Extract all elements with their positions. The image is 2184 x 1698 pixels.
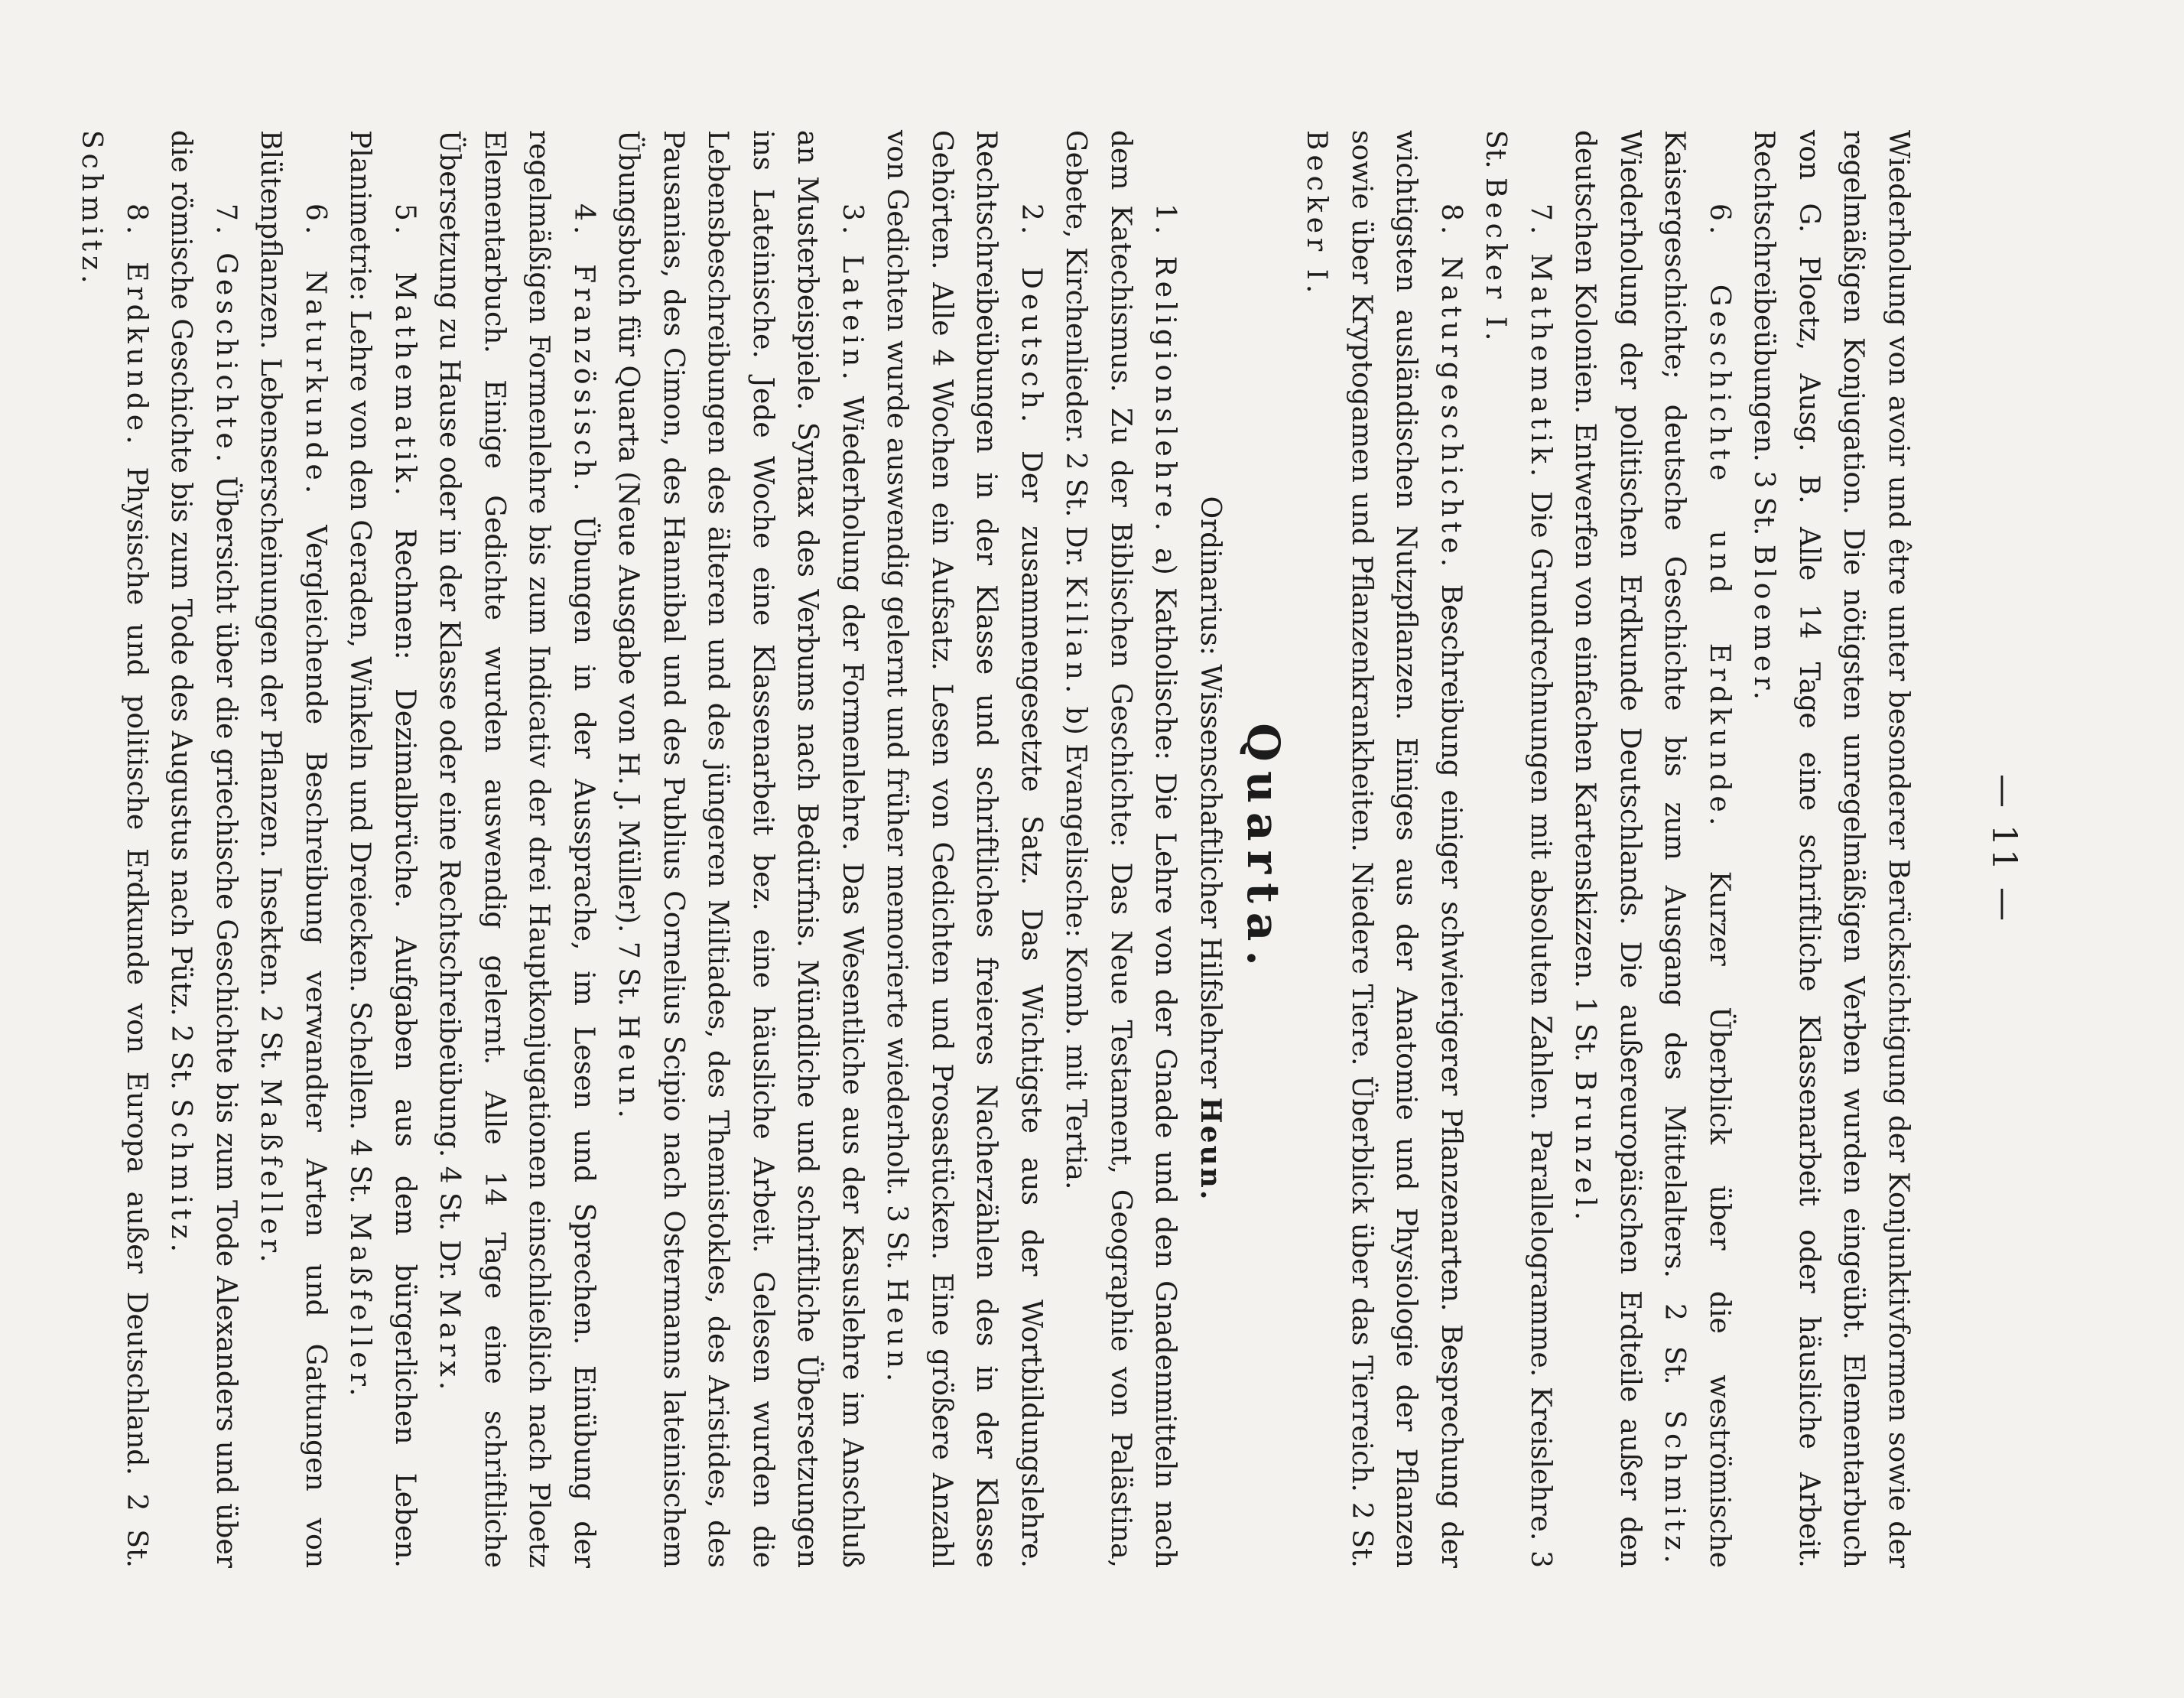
subject-heading: 8. Erdkunde.	[121, 203, 152, 449]
teacher-name: Marx.	[434, 1289, 466, 1395]
ordinarius-label: Ordinarius: Wissenschaftlicher Hilfslehrer	[1194, 496, 1226, 1089]
teacher-name: Heun.	[881, 1278, 913, 1387]
subject-heading: 8. Naturgeschichte.	[1435, 203, 1467, 572]
paragraph-text: Wiederholung von avoir und être unter besonderer Berücksichtigung der Konjunktivformen sowie der regelmäßigen Konjugation. Die nötigsten unregelmäßigen Verben wurden eingeübt. Elementarbuch von G. Ploetz, Ausg. B. Alle 14 Tage eine schriftliche Klassenarbeit oder häusliche Arbeit. Rechtschreibeübungen. 3 St.	[1748, 130, 1914, 1568]
subject-heading: 1. Religionslehre.	[1149, 203, 1181, 535]
teacher-name: Maßfeller.	[255, 1078, 287, 1267]
subject-heading: 7. Geschichte.	[210, 203, 242, 467]
paragraph-geography	[69, 130, 158, 1568]
paragraph-latin	[606, 130, 874, 1568]
teacher-name: Heun.	[613, 1015, 645, 1123]
paragraph-history	[158, 130, 248, 1568]
subject-heading: 6. Naturkunde.	[300, 203, 331, 499]
teacher-name: Brunzel.	[1569, 1070, 1601, 1225]
paragraph-text: Kurzer Überblick über die weströmische Kaisergeschichte; deutsche Geschichte bis zum Ausgang des Mittelalters. 2 St.	[1659, 130, 1735, 1569]
paragraph-text: Der zusammengesetzte Satz. Das Wichtigste aus der Wortbildungslehre. Rechtschreibeübungen in der Klasse und schriftliches freieres Nacherzählen des in der Klasse Gehörten. Alle 4 Wochen ein Aufsatz. Lesen von Gedichten und Prosastücken. Eine größere Anzahl von Gedichten wurde auswendig gelernt und früher memorierte wiederholt. 3 St.	[881, 130, 1047, 1568]
paragraph-mathematics-quarta	[337, 130, 427, 1568]
teacher-name: Schmitz.	[76, 130, 108, 288]
subject-heading: 7. Mathematik.	[1525, 203, 1556, 482]
subject-heading: 4. Französisch.	[568, 203, 600, 496]
main-text	[69, 130, 1920, 1568]
paragraph-history-geography	[1562, 130, 1741, 1568]
paragraph-text: Beschreibung einiger schwierigerer Pflanzenarten. Besprechung der wichtigsten ausländischen Nutzpflanzen. Einiges aus der Anatomie und Physiologie der Pflanzen sowie über Kryptogamen und Pflanzenkrankheiten. Niedere Tiere. Überblick über das Tierreich. 2 St.	[1346, 130, 1467, 1568]
subject-heading: 5. Mathematik.	[389, 203, 421, 500]
subject-heading: 6. Geschichte und Erdkunde.	[1704, 203, 1735, 831]
teacher-name: Becker I.	[1480, 177, 1512, 346]
section-title: Quarta.	[1237, 723, 1289, 975]
paragraph-german	[874, 130, 1053, 1568]
subject-heading: 3. Latein.	[837, 203, 868, 385]
teacher-name: Maßfeller.	[344, 1212, 376, 1401]
teacher-name: Schmitz.	[1659, 1410, 1691, 1568]
paragraph-text: Physische und politische Erdkunde von Europa außer Deutschland. 2 St.	[121, 467, 152, 1568]
ordinarius-name: Heun.	[1194, 1097, 1227, 1202]
ordinarius-line	[1188, 130, 1233, 1568]
paragraph-text: Vergleichende Beschreibung verwandter Arten und Gattungen von Blütenpflanzen. Lebenserscheinungen der Pflanzen. Insekten. 2 St.	[255, 130, 331, 1569]
subject-heading: 2. Deutsch.	[1016, 203, 1047, 428]
paragraph-text: a) Katholische: Die Lehre von der Gnade und den Gnadenmitteln nach dem Katechismus. Zu der Biblischen Geschichte: Das Neue Testament, Geographie von Palästina, Gebete, Kirchenlieder. 2 St. Dr.	[1060, 130, 1181, 1568]
paragraph-french-continuation	[1741, 130, 1920, 1568]
paragraph-text: Wiederholung der Formenlehre. Das Wesentliche aus der Kasuslehre im Anschluß an Musterbeispiele. Syntax des Verbums nach Bedürfnis. Mündliche und schriftliche Übersetzungen ins Lateinische. Jede Woche eine Klassenarbeit bez. eine häusliche Arbeit. Gelesen wurden die Lebensbeschreibungen des älteren und des jüngeren Miltiades, des Themistokles, des Aristides, des Pausanias, des Cimon, des Hannibal und des Publius Cornelius Scipio nach Ostermanns lateinischem Übungsbuch für Quarta (Neue Ausgabe von H. J. Müller). 7 St.	[613, 130, 868, 1568]
page-number: — 11 —	[1984, 774, 2023, 924]
teacher-name: Bloemer.	[1748, 544, 1780, 704]
paragraph-natural-history	[1294, 130, 1473, 1568]
paragraph-religion	[1053, 130, 1188, 1568]
paragraph-text: Übersicht über die griechische Geschichte bis zum Tode Alexanders und über die römische Geschichte bis zum Tode des Augustus nach Pütz. 2 St.	[165, 130, 242, 1568]
teacher-name: Becker I.	[1301, 130, 1333, 298]
paragraph-text: Rechnen: Dezimalbrüche. Aufgaben aus dem bürgerlichen Leben. Planimetrie: Lehre von den Geraden, Winkeln und Dreiecken. Schellen. 4 St.	[344, 130, 421, 1568]
teacher-name: Kilian.	[1060, 575, 1092, 698]
paragraph-text: Wiederholung der politischen Erdkunde Deutschlands. Die außereuropäischen Erdteile außer den deutschen Kolonien. Entwerfen von einfachen Kartenskizzen. 1 St.	[1569, 130, 1646, 1568]
paragraph-natural-science	[248, 130, 337, 1568]
teacher-name: Schmitz.	[165, 1098, 197, 1257]
paragraph-text: Übungen in der Aussprache, im Lesen und Sprechen. Einübung der regelmäßigen Formenlehre bis zum Indicativ der drei Hauptkonjugationen einschließlich nach Ploetz Elementarbuch. Einige Gedichte wurden auswendig gelernt. Alle 14 Tage eine schriftliche Übersetzung zu Hause oder in der Klasse oder eine Rechtschreibeübung. 4 St. Dr.	[434, 130, 600, 1568]
paragraph-text: Die Grundrechnungen mit absoluten Zahlen. Parallelogramme. Kreislehre. 3 St.	[1480, 130, 1556, 1568]
paragraph-french	[427, 130, 606, 1568]
paragraph-text: b) Evangelische: Komb. mit Tertia.	[1060, 706, 1092, 1190]
paragraph-mathematics	[1473, 130, 1562, 1568]
